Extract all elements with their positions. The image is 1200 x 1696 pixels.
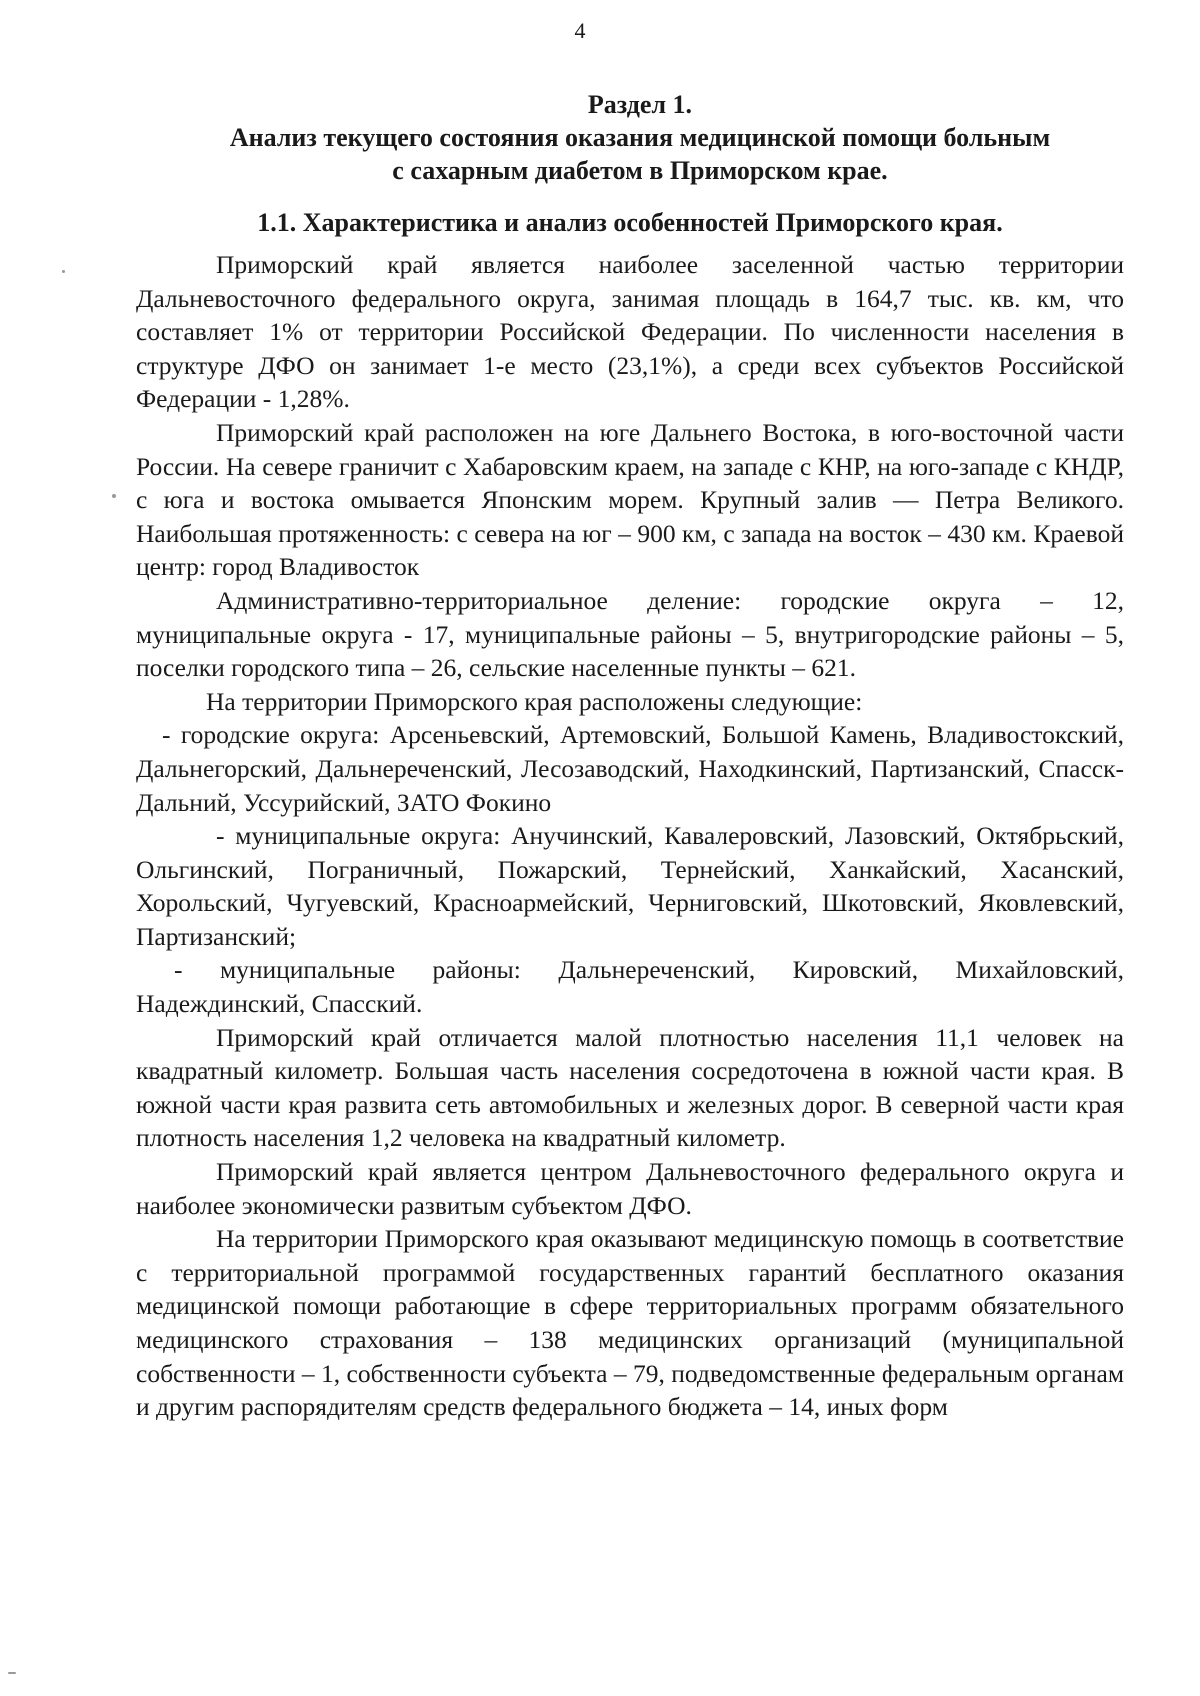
subsection-title: 1.1. Характеристика и анализ особенностей Приморского края.: [257, 208, 1003, 237]
scan-speck: [112, 494, 116, 498]
section-heading: [190, 88, 1090, 187]
paragraph-admin-division: Административно-территориальное деление: городские округа – 12, муниципальные округа - 17, муниципальные районы – 5, внутригородские районы – 5, поселки городского типа – 26, сельские населенные пункты – 621.: [136, 585, 1124, 683]
list-item-city-districts: - городские округа: Арсеньевский, Артемовский, Большой Камень, Владивостокский, Дальнегорский, Дальнереченский, Лесозаводский, Находкинский, Партизанский, Спасск-Дальний, Уссурийский, ЗАТО Фокино: [136, 720, 1124, 817]
section-subtitle-line-2: с сахарным диабетом в Приморском крае.: [392, 156, 888, 185]
scan-speck: [8, 1672, 16, 1674]
page-number: 4: [574, 18, 586, 43]
section-subtitle-line-1: Анализ текущего состояния оказания медицинской помощи больным: [229, 123, 1051, 152]
section-title: Раздел 1.: [587, 90, 693, 119]
list-item-municipal-areas: - муниципальные районы: Дальнереченский, Кировский, Михайловский, Надеждинский, Спасский.: [136, 955, 1124, 1019]
scan-speck: [62, 270, 65, 273]
paragraph-economic-center: Приморский край является центром Дальневосточного федерального округа и наиболее экономически развитым субъектом ДФО.: [136, 1157, 1124, 1220]
paragraph-list-intro: На территории Приморского края расположены следующие:: [206, 686, 863, 716]
list-item-municipal-districts: - муниципальные округа: Анучинский, Кавалеровский, Лазовский, Октябрьский, Ольгинский, Пограничный, Пожарский, Тернейский, Ханкайский, Хасанский, Хорольский, Чугуевский, Красноармейский, Черниговский, Шкотовский, Яковлевский, Партизанский;: [136, 821, 1124, 951]
body-text: [136, 248, 1124, 1424]
paragraph-population-density: Приморский край отличается малой плотностью населения 11,1 человек на квадратный километр. Большая часть населения сосредоточена в южной части края. В южной части края развита сеть автомобильных и железных дорог. В северной части края плотность населения 1,2 человека на квадратный километр.: [136, 1022, 1124, 1153]
paragraph-location: Приморский край расположен на юге Дальнего Востока, в юго-восточной части России. На севере граничит с Хабаровским краем, на западе с КНР, на юго-западе с КНДР, с юга и востока омывается Японским морем. Крупный залив — Петра Великого. Наибольшая протяженность: с севера на юг – 900 км, с запада на восток – 430 км. Краевой центр: город Владивосток: [136, 417, 1124, 582]
paragraph-territory: Приморский край является наиболее заселенной частью территории Дальневосточного федерального округа, занимая площадь в 164,7 тыс. кв. км, что составляет 1% от территории Российской Федерации. По численности населения в структуре ДФО он занимает 1-е место (23,1%), а среди всех субъектов Российской Федерации - 1,28%.: [136, 250, 1124, 414]
paragraph-medical-organizations: На территории Приморского края оказывают медицинскую помощь в соответствие с территориальной программой государственных гарантий бесплатного оказания медицинской помощи работающие в сфере территориальных программ обязательного медицинского страхования – 138 медицинских организаций (муниципальной собственности – 1, собственности субъекта – 79, подведомственные федеральным органам и другим распорядителям средств федерального бюджета – 14, иных форм: [136, 1224, 1124, 1422]
